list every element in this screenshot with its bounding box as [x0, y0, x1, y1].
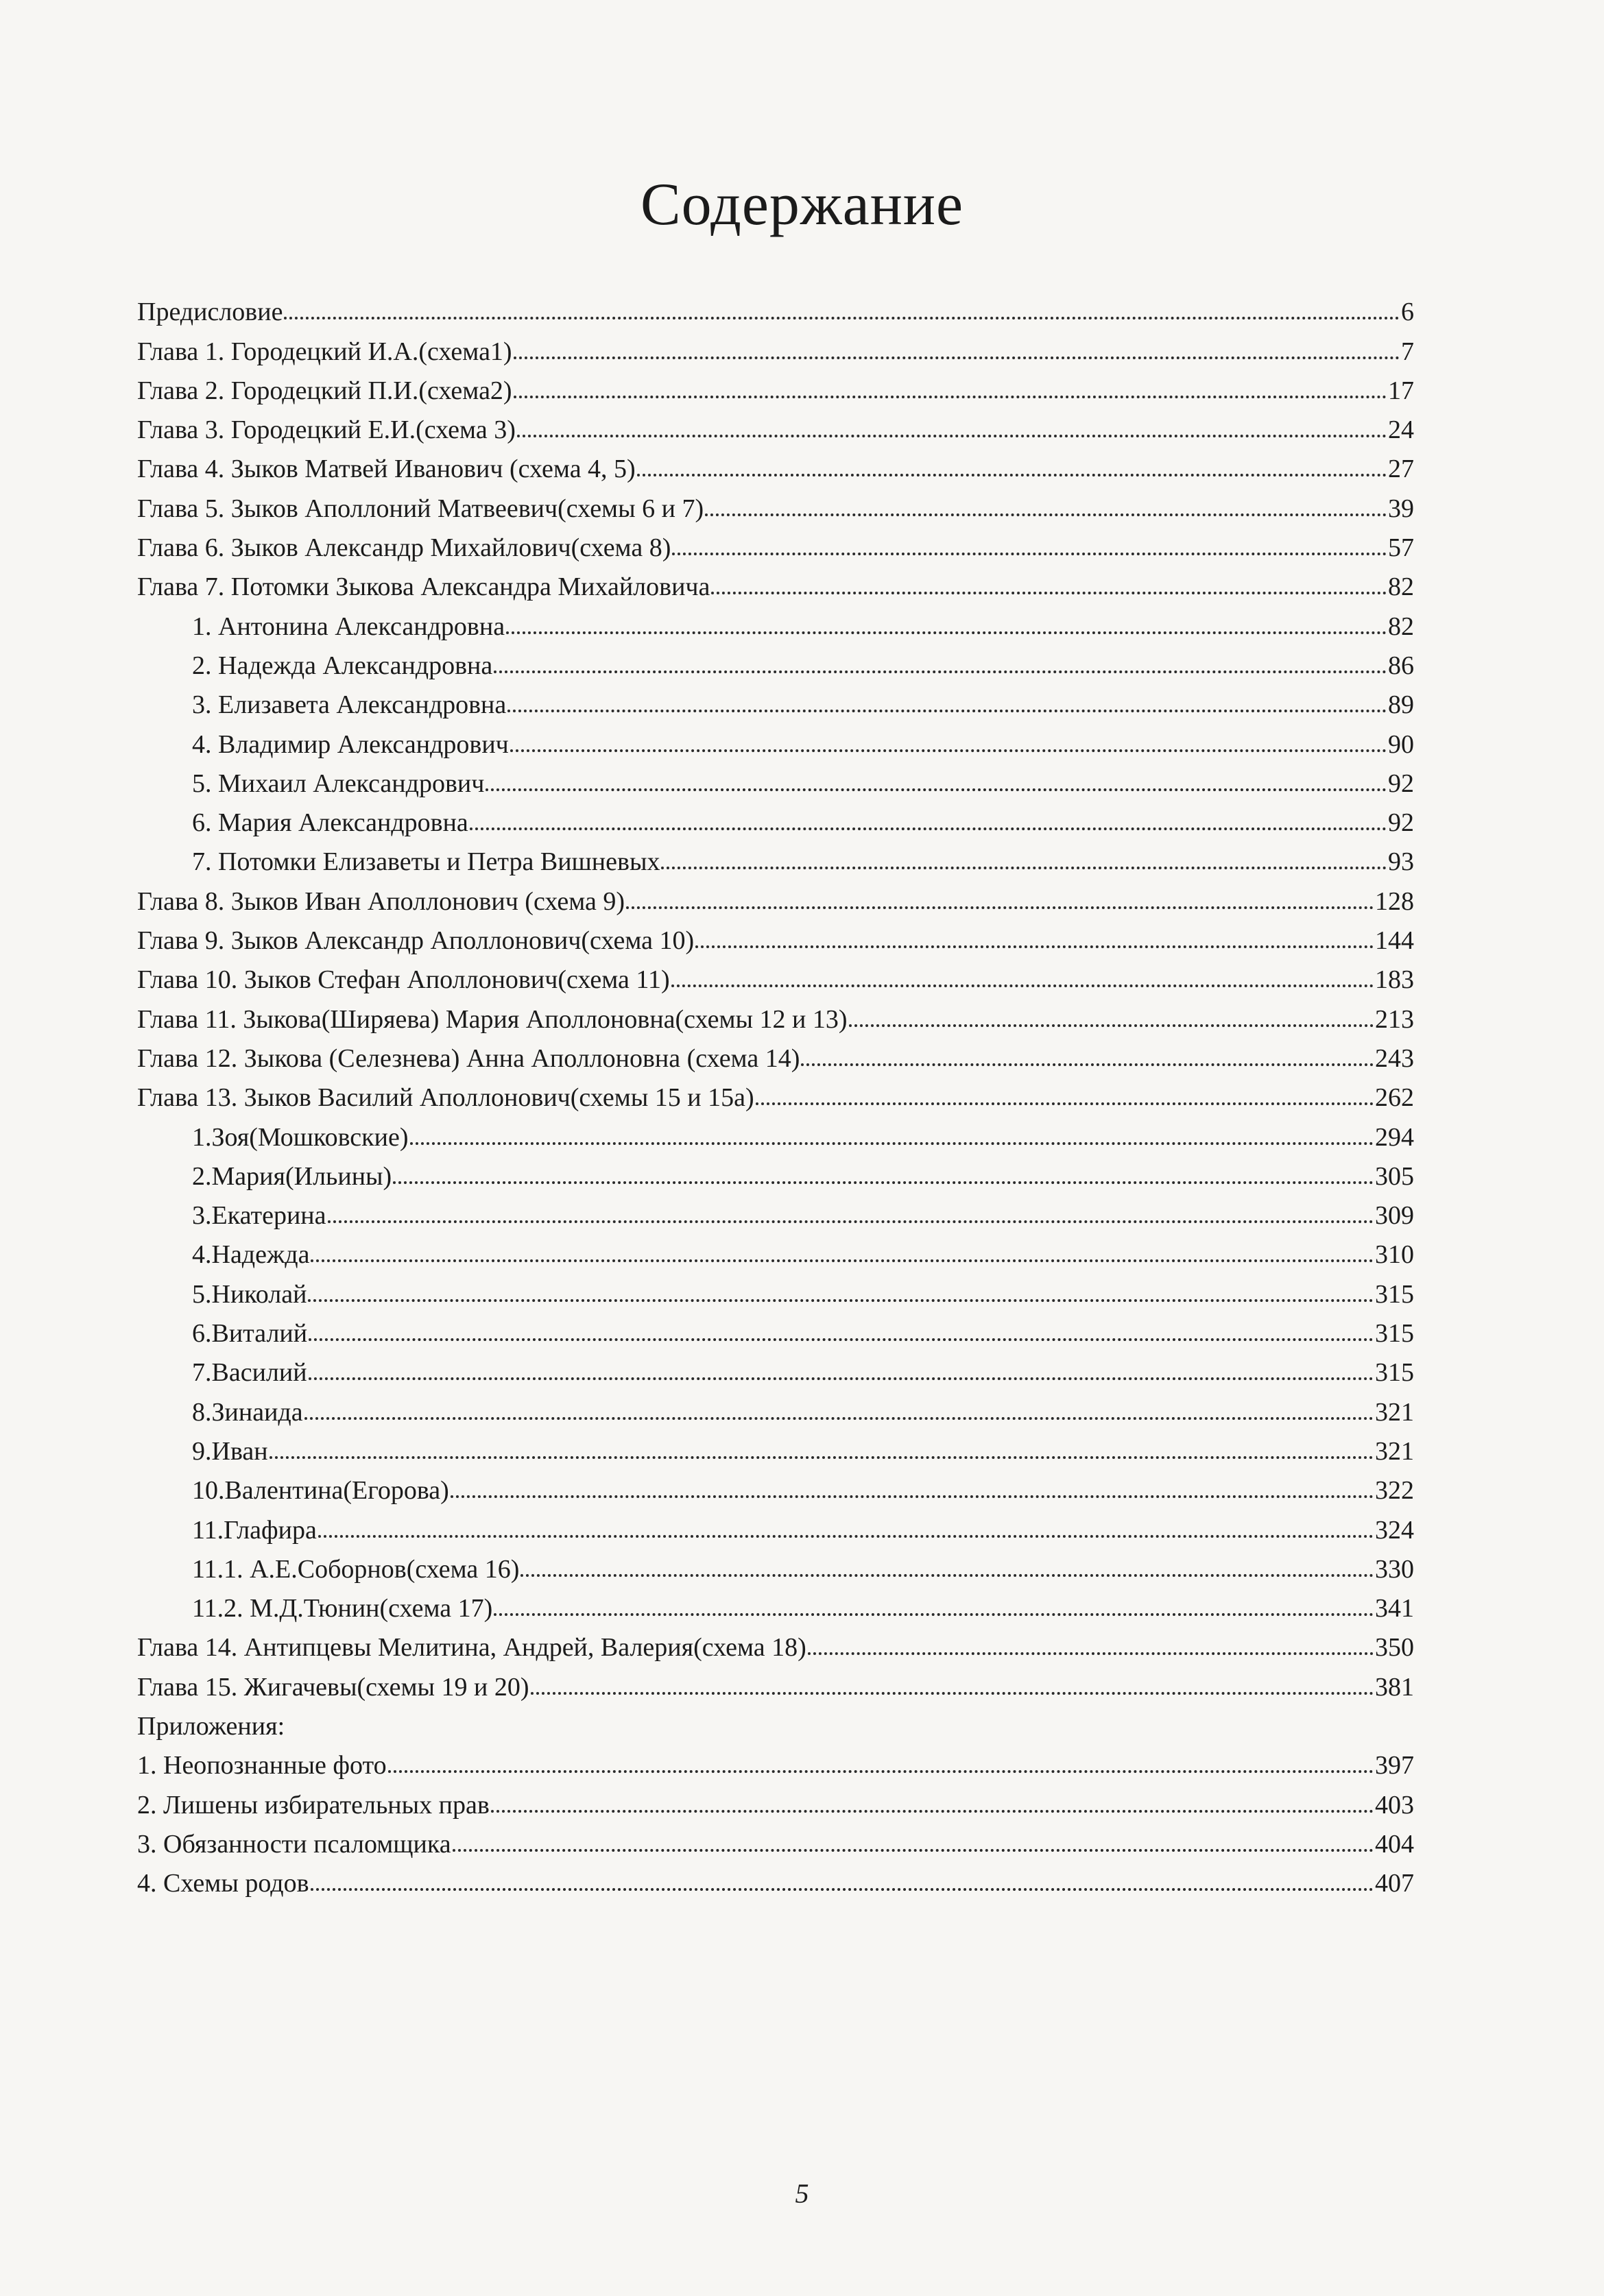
- dot-leader: [520, 1574, 1374, 1577]
- toc-subentry[interactable]: [137, 1268, 1414, 1307]
- dot-leader: [388, 1770, 1374, 1773]
- toc-entry-page: 262: [1375, 1083, 1414, 1113]
- toc-entry-title: Глава 13. Зыков Василий Аполлонович(схемы 15 и 15а): [137, 1083, 754, 1113]
- toc-entry-title: 6.Виталий: [192, 1319, 308, 1349]
- toc-entry-title: 1.Зоя(Мошковские): [192, 1122, 409, 1152]
- dot-leader: [801, 1063, 1374, 1066]
- toc-subentry[interactable]: [137, 1464, 1414, 1506]
- toc-entry-title: Глава 9. Зыков Александр Аполлонович(схема 10): [137, 926, 695, 956]
- toc-entry-page: 397: [1375, 1751, 1414, 1780]
- dot-leader: [514, 396, 1387, 398]
- toc-subentry[interactable]: [137, 1346, 1414, 1386]
- toc-entry[interactable]: [137, 1072, 1414, 1111]
- toc-entry-title: Глава 4. Зыков Матвей Иванович (схема 4, 5): [137, 455, 636, 484]
- toc-entry-title: 2. Лишены избирательных прав: [137, 1790, 490, 1820]
- toc-entry-title: 9.Иван: [192, 1436, 268, 1466]
- dot-leader: [304, 1417, 1374, 1420]
- dot-leader: [510, 749, 1387, 752]
- toc-entry-title: 1. Неопознанные фото: [137, 1751, 387, 1780]
- appendix-entry[interactable]: [137, 1857, 1414, 1896]
- toc-entry[interactable]: [137, 522, 1414, 561]
- toc-entry-title: 4. Владимир Александрович: [192, 729, 509, 759]
- dot-leader: [661, 867, 1387, 869]
- toc-subentry[interactable]: [137, 1111, 1414, 1150]
- toc-entry-page: 243: [1375, 1043, 1414, 1073]
- dot-leader: [328, 1220, 1374, 1223]
- toc-entry[interactable]: [137, 365, 1414, 404]
- toc-entry-page: 315: [1375, 1319, 1414, 1349]
- dot-leader: [808, 1652, 1374, 1655]
- toc-entry-page: 309: [1375, 1201, 1414, 1231]
- toc-entry-page: 321: [1375, 1397, 1414, 1427]
- dot-leader: [470, 827, 1387, 830]
- toc-entry-page: 183: [1375, 965, 1414, 995]
- toc-entry-title: Глава 3. Городецкий Е.И.(схема 3): [137, 415, 516, 445]
- page-title: Содержание: [640, 171, 964, 238]
- toc-entry-page: 128: [1375, 886, 1414, 916]
- dot-leader: [393, 1181, 1374, 1184]
- toc-entry-page: 403: [1375, 1790, 1414, 1820]
- toc-entry-page: 330: [1375, 1554, 1414, 1584]
- dot-leader: [756, 1102, 1374, 1105]
- toc-entry-page: 86: [1388, 651, 1414, 680]
- toc-entry-title: Глава 14. Антипцевы Мелитина, Андрей, Валерия(схема 18): [137, 1633, 806, 1663]
- dot-leader: [309, 1338, 1374, 1341]
- toc-subentry[interactable]: [137, 1189, 1414, 1229]
- toc-entry-title: Глава 1. Городецкий И.А.(схема1): [137, 337, 512, 366]
- toc-entry-page: 315: [1375, 1279, 1414, 1309]
- toc-entry-page: 82: [1388, 572, 1414, 602]
- toc-entry[interactable]: [137, 915, 1414, 954]
- dot-leader: [451, 1495, 1374, 1498]
- toc-entry-page: 321: [1375, 1436, 1414, 1466]
- dot-leader: [506, 631, 1387, 634]
- dot-leader: [637, 474, 1387, 476]
- dot-leader: [517, 435, 1387, 437]
- toc-entry-title: Глава 2. Городецкий П.И.(схема2): [137, 376, 512, 405]
- dot-leader: [672, 553, 1387, 555]
- toc-entry-title: 4.Надежда: [192, 1240, 310, 1270]
- dot-leader: [486, 788, 1387, 791]
- toc-subentry[interactable]: [137, 797, 1414, 836]
- dot-leader: [494, 670, 1387, 673]
- appendix-heading: Приложения:: [137, 1711, 285, 1741]
- toc-entry-title: 2. Надежда Александровна: [192, 651, 493, 680]
- toc-subentry[interactable]: [137, 1229, 1414, 1268]
- toc-entry-page: 341: [1375, 1594, 1414, 1623]
- toc-entry[interactable]: [137, 286, 1414, 325]
- toc-entry-page: 90: [1388, 729, 1414, 759]
- toc-subentry[interactable]: [137, 640, 1414, 679]
- toc-entry-page: 27: [1388, 455, 1414, 484]
- toc-entry-page: 322: [1375, 1476, 1414, 1506]
- dot-leader: [671, 984, 1374, 987]
- toc-entry-page: 93: [1388, 847, 1414, 877]
- dot-leader: [711, 592, 1387, 594]
- toc-entry[interactable]: [137, 404, 1414, 443]
- page-number: 5: [795, 2178, 809, 2209]
- toc-entry-page: 92: [1388, 808, 1414, 838]
- toc-entry-page: 407: [1375, 1869, 1414, 1898]
- dot-leader: [626, 906, 1374, 909]
- toc-subentry[interactable]: [137, 1425, 1414, 1464]
- toc-entry-page: 381: [1375, 1672, 1414, 1702]
- toc-subentry[interactable]: [137, 1386, 1414, 1425]
- toc-entry-title: 4. Схемы родов: [137, 1869, 309, 1898]
- toc-entry-page: 310: [1375, 1240, 1414, 1270]
- toc-subentry[interactable]: [137, 600, 1414, 639]
- toc-entry-title: 1. Антонина Александровна: [192, 612, 505, 641]
- toc-entry-page: 92: [1388, 769, 1414, 798]
- dot-leader: [270, 1456, 1374, 1459]
- table-of-contents: [137, 286, 1414, 1896]
- toc-subentry[interactable]: [137, 1150, 1414, 1189]
- toc-entry-page: 57: [1388, 533, 1414, 563]
- toc-entry-page: 324: [1375, 1515, 1414, 1545]
- dot-leader: [531, 1692, 1374, 1695]
- dot-leader: [695, 945, 1374, 948]
- toc-entry-title: Глава 7. Потомки Зыкова Александра Михайловича: [137, 572, 710, 602]
- toc-entry-title: Глава 15. Жигачевы(схемы 19 и 20): [137, 1672, 529, 1702]
- toc-entry[interactable]: [137, 1032, 1414, 1072]
- toc-subentry[interactable]: [137, 1307, 1414, 1349]
- dot-leader: [491, 1810, 1374, 1813]
- toc-entry-page: 213: [1375, 1004, 1414, 1034]
- toc-subentry[interactable]: [137, 718, 1414, 757]
- dot-leader: [514, 357, 1400, 359]
- toc-subentry[interactable]: [137, 1503, 1414, 1543]
- toc-entry-page: 24: [1388, 415, 1414, 445]
- toc-entry-title: Глава 6. Зыков Александр Михайлович(схема 8): [137, 533, 671, 563]
- dot-leader: [410, 1142, 1374, 1145]
- toc-entry-title: 5.Николай: [192, 1279, 307, 1309]
- dot-leader: [284, 317, 1400, 319]
- toc-entry[interactable]: [137, 561, 1414, 600]
- toc-entry-title: 3. Елизавета Александровна: [192, 690, 507, 720]
- toc-entry-page: 144: [1375, 926, 1414, 956]
- toc-entry-page: 315: [1375, 1358, 1414, 1388]
- toc-entry-title: Глава 12. Зыкова (Селезнева) Анна Аполлоновна (схема 14): [137, 1043, 800, 1073]
- toc-entry-title: 11.1. А.Е.Соборнов(схема 16): [192, 1554, 520, 1584]
- dot-leader: [318, 1535, 1374, 1538]
- toc-entry-title: Глава 10. Зыков Стефан Аполлонович(схема 11): [137, 965, 670, 995]
- toc-entry-title: Предисловие: [137, 298, 283, 327]
- toc-entry-page: 350: [1375, 1633, 1414, 1663]
- toc-entry-page: 404: [1375, 1829, 1414, 1859]
- dot-leader: [309, 1377, 1374, 1380]
- toc-entry-page: 89: [1388, 690, 1414, 720]
- dot-leader: [849, 1024, 1374, 1027]
- toc-entry-title: 10.Валентина(Егорова): [192, 1476, 449, 1506]
- toc-entry-title: 3. Обязанности псаломщика: [137, 1829, 451, 1859]
- toc-subentry[interactable]: [137, 1543, 1414, 1582]
- toc-entry-title: 7. Потомки Елизаветы и Петра Вишневых: [192, 847, 660, 877]
- toc-entry[interactable]: [137, 875, 1414, 914]
- dot-leader: [705, 513, 1387, 516]
- dot-leader: [494, 1613, 1374, 1616]
- dot-leader: [507, 710, 1387, 712]
- toc-entry-title: 6. Мария Александровна: [192, 808, 468, 838]
- toc-entry[interactable]: [137, 325, 1414, 364]
- toc-entry-title: 7.Василий: [192, 1358, 307, 1388]
- toc-entry-title: Глава 8. Зыков Иван Аполлонович (схема 9): [137, 886, 625, 916]
- toc-entry-title: Глава 5. Зыков Аполлоний Матвеевич(схемы 6 и 7): [137, 494, 704, 523]
- toc-subentry[interactable]: [137, 1582, 1414, 1621]
- dot-leader: [311, 1888, 1374, 1891]
- dot-leader: [311, 1259, 1374, 1262]
- toc-subentry[interactable]: [137, 758, 1414, 797]
- toc-entry-page: 17: [1388, 376, 1414, 405]
- toc-entry-title: 3.Екатерина: [192, 1201, 326, 1231]
- appendix-entry[interactable]: [137, 1739, 1414, 1778]
- toc-entry-title: 11.2. М.Д.Тюнин(схема 17): [192, 1594, 493, 1623]
- toc-entry-page: 6: [1401, 298, 1414, 327]
- toc-entry[interactable]: [137, 954, 1414, 993]
- toc-entry-page: 7: [1401, 337, 1414, 366]
- toc-entry-page: 82: [1388, 612, 1414, 641]
- appendix-entry[interactable]: [137, 1818, 1414, 1857]
- toc-entry-title: 5. Михаил Александрович: [192, 769, 485, 798]
- toc-entry-page: 294: [1375, 1122, 1414, 1152]
- toc-entry[interactable]: [137, 1621, 1414, 1663]
- dot-leader: [308, 1299, 1374, 1302]
- toc-entry[interactable]: [137, 443, 1414, 482]
- toc-entry-title: Глава 11. Зыкова(Ширяева) Мария Аполлоновна(схемы 12 и 13): [137, 1004, 848, 1034]
- toc-entry[interactable]: [137, 993, 1414, 1032]
- toc-entry-title: 11.Глафира: [192, 1515, 317, 1545]
- toc-subentry[interactable]: [137, 679, 1414, 718]
- toc-entry[interactable]: [137, 482, 1414, 521]
- toc-subentry[interactable]: [137, 836, 1414, 875]
- toc-entry-page: 305: [1375, 1161, 1414, 1191]
- toc-entry-title: 2.Мария(Ильины): [192, 1161, 392, 1191]
- appendix-entry[interactable]: [137, 1778, 1414, 1820]
- toc-entry-title: 8.Зинаида: [192, 1397, 303, 1427]
- toc-entry[interactable]: [137, 1660, 1414, 1700]
- dot-leader: [453, 1849, 1374, 1852]
- toc-entry-page: 39: [1388, 494, 1414, 523]
